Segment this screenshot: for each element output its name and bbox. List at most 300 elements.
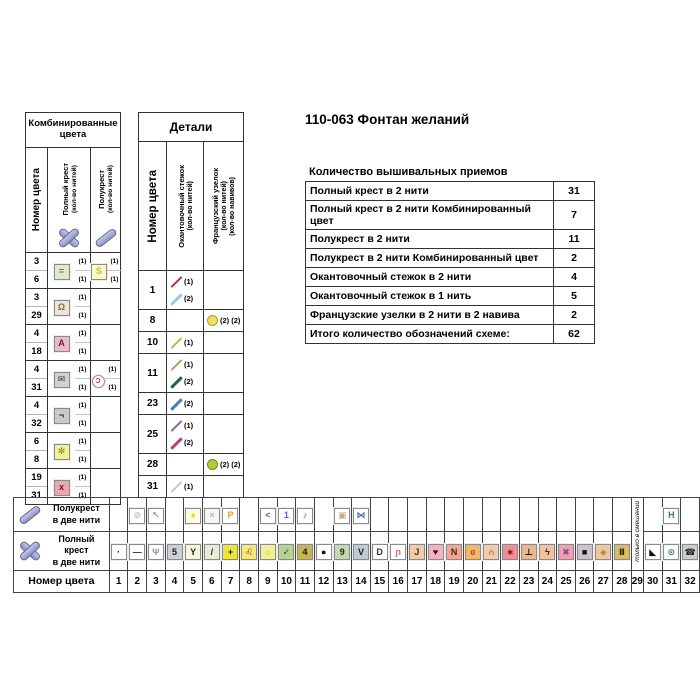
stats-row — [306, 249, 595, 268]
edging-stitch-cell — [167, 454, 204, 475]
edging-stitch-line-icon — [169, 419, 182, 432]
full-cross-symbol-icon: Ψ — [148, 544, 164, 560]
combined-color-row — [26, 397, 120, 433]
full-cross-symbol-icon: ϟ — [539, 544, 555, 560]
color-number-row — [14, 570, 700, 592]
thread-counts — [75, 289, 90, 324]
thread-count: (2) — [184, 399, 194, 408]
stats-row — [306, 325, 595, 344]
french-knot-cell — [204, 271, 243, 309]
color-number: 6 — [26, 433, 47, 451]
half-cross-cell — [91, 397, 120, 432]
color-number: 28 — [139, 454, 167, 475]
color-numbers — [26, 253, 48, 288]
color-number: 31 — [139, 476, 167, 497]
color-number: 8 — [33, 454, 40, 465]
full-cross-symbol-cell — [594, 532, 613, 571]
half-cross-symbol-cell — [277, 498, 296, 532]
edging-stitch-line-icon — [169, 275, 182, 288]
edging-stitch-cell — [167, 415, 204, 453]
color-number-cell: 6 — [203, 570, 222, 592]
half-cross-symbol-cell — [258, 498, 277, 532]
color-number-cell: 32 — [681, 570, 700, 592]
full-cross-symbol-icon: J — [409, 544, 425, 560]
edging-stitch-cell — [167, 271, 204, 309]
color-number-cell: 28 — [613, 570, 632, 592]
color-number-cell: 31 — [662, 570, 681, 592]
thread-count: (1) — [108, 384, 117, 391]
full-cross-symbol-icon: — — [129, 544, 145, 560]
thread-count: (1) — [78, 348, 87, 355]
full-cross-symbol-cell — [681, 532, 700, 571]
full-cross-symbol-cell — [662, 532, 681, 571]
details-col-number: Номер цвета — [139, 142, 167, 270]
color-number: 31 — [31, 490, 42, 501]
full-cross-symbol-icon: ■ — [577, 544, 593, 560]
color-number-cell: 22 — [501, 570, 520, 592]
color-numbers — [26, 361, 48, 396]
half-cross-symbol-cell — [613, 498, 632, 532]
stats-value: 2 — [554, 306, 595, 325]
full-cross-symbol-icon: x — [54, 480, 70, 496]
full-cross-symbol-cell — [613, 532, 632, 571]
full-cross-symbol-cell — [258, 532, 277, 571]
full-cross-symbol-icon: ♌ — [241, 544, 257, 560]
stats-label: Окантовочный стежок в 2 нити — [306, 268, 554, 287]
full-cross-symbol-cell — [128, 532, 147, 571]
full-cross-cell — [48, 433, 91, 468]
full-cross-symbol-cell — [221, 532, 240, 571]
edging-stitch-line-icon — [169, 336, 182, 349]
full-cross-symbol-cell — [165, 532, 184, 571]
color-number: 11 — [139, 354, 167, 392]
stats-label: Окантовочный стежок в 1 нить — [306, 287, 554, 306]
french-knot-cell — [204, 454, 243, 475]
full-cross-symbol-icon: ⊥ — [521, 544, 537, 560]
half-cross-cell — [91, 361, 120, 396]
full-cross-symbol-icon: 4 — [297, 544, 313, 560]
half-cross-symbol-cell — [557, 498, 576, 532]
full-cross-symbol-icon: Ω — [54, 300, 70, 316]
full-cross-symbol-cell — [296, 532, 315, 571]
thread-count: (2) — [184, 438, 194, 447]
thread-count: (1) — [78, 384, 87, 391]
thread-counts — [75, 361, 90, 396]
full-cross-symbol-icon: ¬ — [54, 408, 70, 424]
symbol-key-table — [13, 497, 700, 593]
full-cross-symbol-cell — [333, 532, 352, 571]
details-row — [139, 454, 243, 476]
details-table-header — [139, 142, 243, 271]
full-cross-symbol-icon: ◣ — [645, 544, 661, 560]
half-cross-symbol-cell — [203, 498, 222, 532]
full-cross-symbol-icon: 9 — [334, 544, 350, 560]
color-numbers — [26, 433, 48, 468]
half-cross-symbol-row — [14, 498, 700, 532]
full-cross-symbol-icon: ♥ — [428, 544, 444, 560]
full-cross-symbol-icon: ✻ — [54, 444, 70, 460]
thread-count: (1) — [75, 289, 90, 307]
half-cross-symbol-icon: H — [663, 508, 679, 524]
color-number: 32 — [31, 418, 42, 429]
half-cross-symbol-cell — [221, 498, 240, 532]
full-cross-symbol-cell — [203, 532, 222, 571]
color-number: 4 — [26, 361, 47, 379]
half-cross-symbol-cell — [147, 498, 166, 532]
details-row — [139, 310, 243, 332]
full-cross-symbol-icon: · — [111, 544, 127, 560]
full-cross-symbol-cell — [184, 532, 203, 571]
half-cross-symbol-cell — [519, 498, 538, 532]
color-number-cell: 15 — [370, 570, 389, 592]
combined-col-full-cross: Полный крест (кол-во нитей) — [48, 148, 91, 252]
half-cross-symbol-cell — [594, 498, 613, 532]
stats-value: 11 — [554, 230, 595, 249]
color-number: 25 — [139, 415, 167, 453]
color-number: 10 — [139, 332, 167, 353]
color-number-cell: 25 — [557, 570, 576, 592]
color-number: 3 — [26, 253, 47, 271]
half-cross-label-cell — [14, 498, 110, 532]
full-cross-stitch-icon — [57, 227, 81, 249]
color-number-cell: 27 — [594, 570, 613, 592]
color-number-cell: 30 — [643, 570, 662, 592]
details-row — [139, 393, 243, 415]
thread-count: (1) — [110, 276, 119, 283]
color-number: 4 — [26, 325, 47, 343]
full-cross-symbol-icon: A — [54, 336, 70, 352]
thread-counts — [75, 253, 90, 288]
full-cross-symbol-icon: ✓ — [278, 544, 294, 560]
color-number-cell: 3 — [147, 570, 166, 592]
half-cross-symbol-icon: < — [260, 508, 276, 524]
full-cross-symbol-cell — [445, 532, 464, 571]
half-cross-symbol-cell — [681, 498, 700, 532]
full-cross-symbol-icon: ɞ — [465, 544, 481, 560]
full-cross-symbol-icon: D — [372, 544, 388, 560]
full-cross-symbol-cell — [463, 532, 482, 571]
edging-stitch-entry — [169, 335, 201, 351]
stats-row — [306, 182, 595, 201]
full-cross-symbol-cell — [538, 532, 557, 571]
half-cross-symbol-cell — [575, 498, 594, 532]
thread-count: (1) — [184, 421, 194, 430]
thread-count: (1) — [78, 420, 87, 427]
color-number-cell: 12 — [314, 570, 333, 592]
full-cross-symbol-icon: 5 — [167, 544, 183, 560]
color-number: 29 — [31, 310, 42, 321]
half-cross-symbol-icon: S — [91, 264, 107, 280]
stats-heading: Количество вышивальных приемов — [309, 166, 508, 178]
combined-table-title: Комбинированные цвета — [26, 113, 120, 148]
stats-value: 4 — [554, 268, 595, 287]
full-cross-symbol-row — [14, 532, 700, 571]
thread-count: (1) — [75, 433, 90, 451]
full-cross-cell — [48, 253, 91, 288]
edging-stitch-line-icon — [169, 375, 182, 388]
half-cross-symbol-cell — [128, 498, 147, 532]
color-number: 1 — [139, 271, 167, 309]
stats-value: 5 — [554, 287, 595, 306]
half-cross-symbol-cell — [643, 498, 662, 532]
full-cross-label-cell — [14, 532, 110, 571]
half-cross-symbol-icon: × — [204, 508, 220, 524]
full-cross-symbol-cell — [147, 532, 166, 571]
thread-count: (1) — [184, 482, 194, 491]
full-cross-symbol-icon: = — [54, 264, 70, 280]
color-number: 31 — [31, 382, 42, 393]
thread-count: (1) — [184, 360, 194, 369]
stats-row — [306, 268, 595, 287]
half-cross-symbol-icon: P — [222, 508, 238, 524]
details-table-rows — [139, 271, 243, 497]
french-knot-cell — [204, 354, 243, 392]
edging-stitch-line-icon — [169, 480, 182, 493]
details-row — [139, 476, 243, 497]
half-cross-symbol-cell — [184, 498, 203, 532]
full-cross-symbol-icon: Y — [185, 544, 201, 560]
full-cross-symbol-icon: ○ — [260, 544, 276, 560]
combined-color-row — [26, 325, 120, 361]
stats-value: 2 — [554, 249, 595, 268]
color-number-cell: 9 — [258, 570, 277, 592]
stats-row — [306, 201, 595, 230]
color-number: 18 — [31, 346, 42, 357]
half-cross-symbol-cell — [352, 498, 371, 532]
color-number-cell: 23 — [519, 570, 538, 592]
half-cross-symbol-cell — [109, 498, 128, 532]
full-cross-symbol-cell — [408, 532, 427, 571]
half-cross-symbol-cell — [314, 498, 333, 532]
half-cross-symbol-cell — [445, 498, 464, 532]
full-cross-stitch-icon — [18, 540, 42, 562]
combined-color-row — [26, 433, 120, 469]
thread-counts — [75, 325, 90, 360]
half-cross-stitch-icon — [94, 227, 118, 249]
stats-label: Французские узелки в 2 нити в 2 навива — [306, 306, 554, 325]
edging-stitch-cell — [167, 332, 204, 353]
half-cross-symbol-cell — [408, 498, 427, 532]
thread-count: (1) — [75, 325, 90, 343]
details-row — [139, 354, 243, 393]
blend-only-note: только в смешении — [633, 501, 641, 562]
color-number-cell: 26 — [575, 570, 594, 592]
page-title: 110-063 Фонтан желаний — [305, 112, 470, 127]
edging-stitch-entry — [169, 418, 201, 434]
french-knot-cell — [204, 332, 243, 353]
half-cross-symbol-cell — [240, 498, 259, 532]
half-cross-symbol-cell — [296, 498, 315, 532]
color-number-cell: 24 — [538, 570, 557, 592]
knot-counts: (2) (2) — [220, 460, 241, 469]
edging-stitch-entry — [169, 274, 201, 290]
stats-label: Итого количество обозначений схеме: — [306, 325, 554, 344]
details-col-french-knot: Французский узелок (кол-во нитей) (кол-во навивов) — [211, 167, 236, 244]
combined-col-half-cross: Полукрест (кол-во нитей) — [91, 148, 120, 252]
half-cross-symbol-cell — [501, 498, 520, 532]
full-cross-symbol-icon: ✖ — [558, 544, 574, 560]
thread-count: (1) — [75, 253, 90, 271]
full-cross-symbol-icon: Ⅱ — [614, 544, 630, 560]
french-knot-cell — [204, 310, 243, 331]
full-cross-cell — [48, 289, 91, 324]
stats-label: Полукрест в 2 нити — [306, 230, 554, 249]
stats-row — [306, 287, 595, 306]
color-number-cell: 21 — [482, 570, 501, 592]
full-cross-symbol-icon: ɲ — [390, 544, 406, 560]
details-row — [139, 271, 243, 310]
color-number-cell: 8 — [240, 570, 259, 592]
thread-counts — [107, 253, 122, 288]
thread-count: (1) — [78, 312, 87, 319]
full-cross-symbol-cell — [277, 532, 296, 571]
french-knot-cell — [204, 476, 243, 497]
half-cross-symbol-icon: ⋈ — [353, 508, 369, 524]
edging-stitch-cell — [167, 310, 204, 331]
stats-value: 62 — [554, 325, 595, 344]
stats-value: 7 — [554, 201, 595, 230]
color-number-cell: 29 — [631, 570, 643, 592]
thread-counts — [105, 361, 120, 396]
full-cross-symbol-cell — [482, 532, 501, 571]
color-number-cell: 16 — [389, 570, 408, 592]
thread-count: (2) — [184, 294, 194, 303]
half-cross-symbol-icon: ↖ — [148, 508, 164, 524]
color-number-cell: 18 — [426, 570, 445, 592]
stitch-counts-table — [305, 181, 595, 344]
full-cross-symbol-icon: ● — [316, 544, 332, 560]
half-cross-cell — [91, 253, 122, 288]
thread-count: (1) — [184, 338, 194, 347]
stats-label: Полный крест в 2 нити Комбинированный цвет — [306, 201, 554, 230]
thread-count: (1) — [78, 456, 87, 463]
thread-counts — [75, 397, 90, 432]
full-cross-symbol-cell — [389, 532, 408, 571]
half-cross-symbol-icon: 1 — [278, 508, 294, 524]
stats-row — [306, 306, 595, 325]
color-number: 3 — [26, 289, 47, 307]
full-cross-symbol-cell — [109, 532, 128, 571]
half-cross-symbol-icon: Ɔ — [92, 375, 105, 388]
color-number-cell: 1 — [109, 570, 128, 592]
edging-stitch-line-icon — [169, 436, 182, 449]
full-cross-cell — [48, 325, 91, 360]
color-numbers — [26, 397, 48, 432]
color-number: 8 — [139, 310, 167, 331]
full-cross-symbol-icon: ✉ — [54, 372, 70, 388]
details-row — [139, 332, 243, 354]
color-number-cell: 10 — [277, 570, 296, 592]
edging-stitch-entry — [169, 357, 201, 373]
color-numbers — [26, 289, 48, 324]
half-cross-label: Полукрест в две нити — [52, 503, 101, 525]
thread-count: (1) — [78, 492, 87, 499]
full-cross-symbol-icon: V — [353, 544, 369, 560]
french-knot-icon — [207, 459, 218, 470]
edging-stitch-cell — [167, 354, 204, 392]
half-cross-stitch-icon — [18, 504, 42, 526]
full-cross-symbol-cell — [519, 532, 538, 571]
half-cross-symbol-cell — [482, 498, 501, 532]
edging-stitch-line-icon — [169, 397, 182, 410]
half-cross-symbol-icon: ♦ — [185, 508, 201, 524]
french-knot-cell — [204, 393, 243, 414]
full-cross-symbol-icon: + — [222, 544, 238, 560]
french-knot-cell — [204, 415, 243, 453]
half-cross-symbol-cell — [426, 498, 445, 532]
color-number: 19 — [26, 469, 47, 487]
color-number-cell: 2 — [128, 570, 147, 592]
half-cross-symbol-cell — [538, 498, 557, 532]
full-cross-label: Полный крест в две нити — [52, 534, 101, 567]
full-cross-symbol-icon: ∗ — [502, 544, 518, 560]
stats-value: 31 — [554, 182, 595, 201]
color-number-cell: 17 — [408, 570, 427, 592]
edging-stitch-entry — [169, 291, 201, 307]
thread-counts — [75, 433, 90, 468]
color-number: 4 — [26, 397, 47, 415]
half-cross-symbol-icon: ▣ — [334, 508, 350, 524]
full-cross-symbol-cell — [557, 532, 576, 571]
half-cross-cell — [91, 325, 120, 360]
full-cross-symbol-cell — [501, 532, 520, 571]
thread-count: (1) — [75, 361, 90, 379]
full-cross-symbol-icon: ◈ — [595, 544, 611, 560]
edging-stitch-line-icon — [169, 292, 182, 305]
half-cross-cell — [91, 289, 120, 324]
color-number-cell: 19 — [445, 570, 464, 592]
full-cross-symbol-cell — [426, 532, 445, 571]
combined-table-header — [26, 148, 120, 253]
thread-count: (1) — [78, 276, 87, 283]
full-cross-symbol-icon: ∩ — [483, 544, 499, 560]
thread-count: (1) — [75, 397, 90, 415]
color-number-cell: 4 — [165, 570, 184, 592]
edging-stitch-entry — [169, 396, 201, 412]
color-numbers — [26, 325, 48, 360]
details-col-edging: Окантовочный стежок (кол-во нитей) — [167, 142, 204, 270]
thread-count: (1) — [75, 469, 90, 487]
half-cross-symbol-cell — [389, 498, 408, 532]
stats-label: Полный крест в 2 нити — [306, 182, 554, 201]
knot-counts: (2) (2) — [220, 316, 241, 325]
color-number-cell: 14 — [352, 570, 371, 592]
edging-stitch-entry — [169, 479, 201, 495]
half-cross-symbol-icon: ♪ — [297, 508, 313, 524]
half-cross-symbol-cell — [165, 498, 184, 532]
combined-color-row — [26, 253, 120, 289]
full-cross-symbol-cell — [643, 532, 662, 571]
stats-row — [306, 230, 595, 249]
color-number-cell: 5 — [184, 570, 203, 592]
edging-stitch-entry — [169, 435, 201, 451]
full-cross-symbol-cell — [352, 532, 371, 571]
details-row — [139, 415, 243, 454]
full-cross-symbol-cell — [370, 532, 389, 571]
half-cross-symbol-cell — [333, 498, 352, 532]
full-cross-symbol-cell — [575, 532, 594, 571]
edging-stitch-entry — [169, 374, 201, 390]
thread-count: (1) — [107, 253, 122, 271]
full-cross-cell — [48, 397, 91, 432]
half-cross-cell — [91, 433, 120, 468]
thread-count: (2) — [184, 377, 194, 386]
full-cross-cell — [48, 361, 91, 396]
half-cross-symbol-icon: ⊘ — [129, 508, 145, 524]
color-number-cell: 13 — [333, 570, 352, 592]
color-number-cell: 7 — [221, 570, 240, 592]
edging-stitch-cell — [167, 393, 204, 414]
